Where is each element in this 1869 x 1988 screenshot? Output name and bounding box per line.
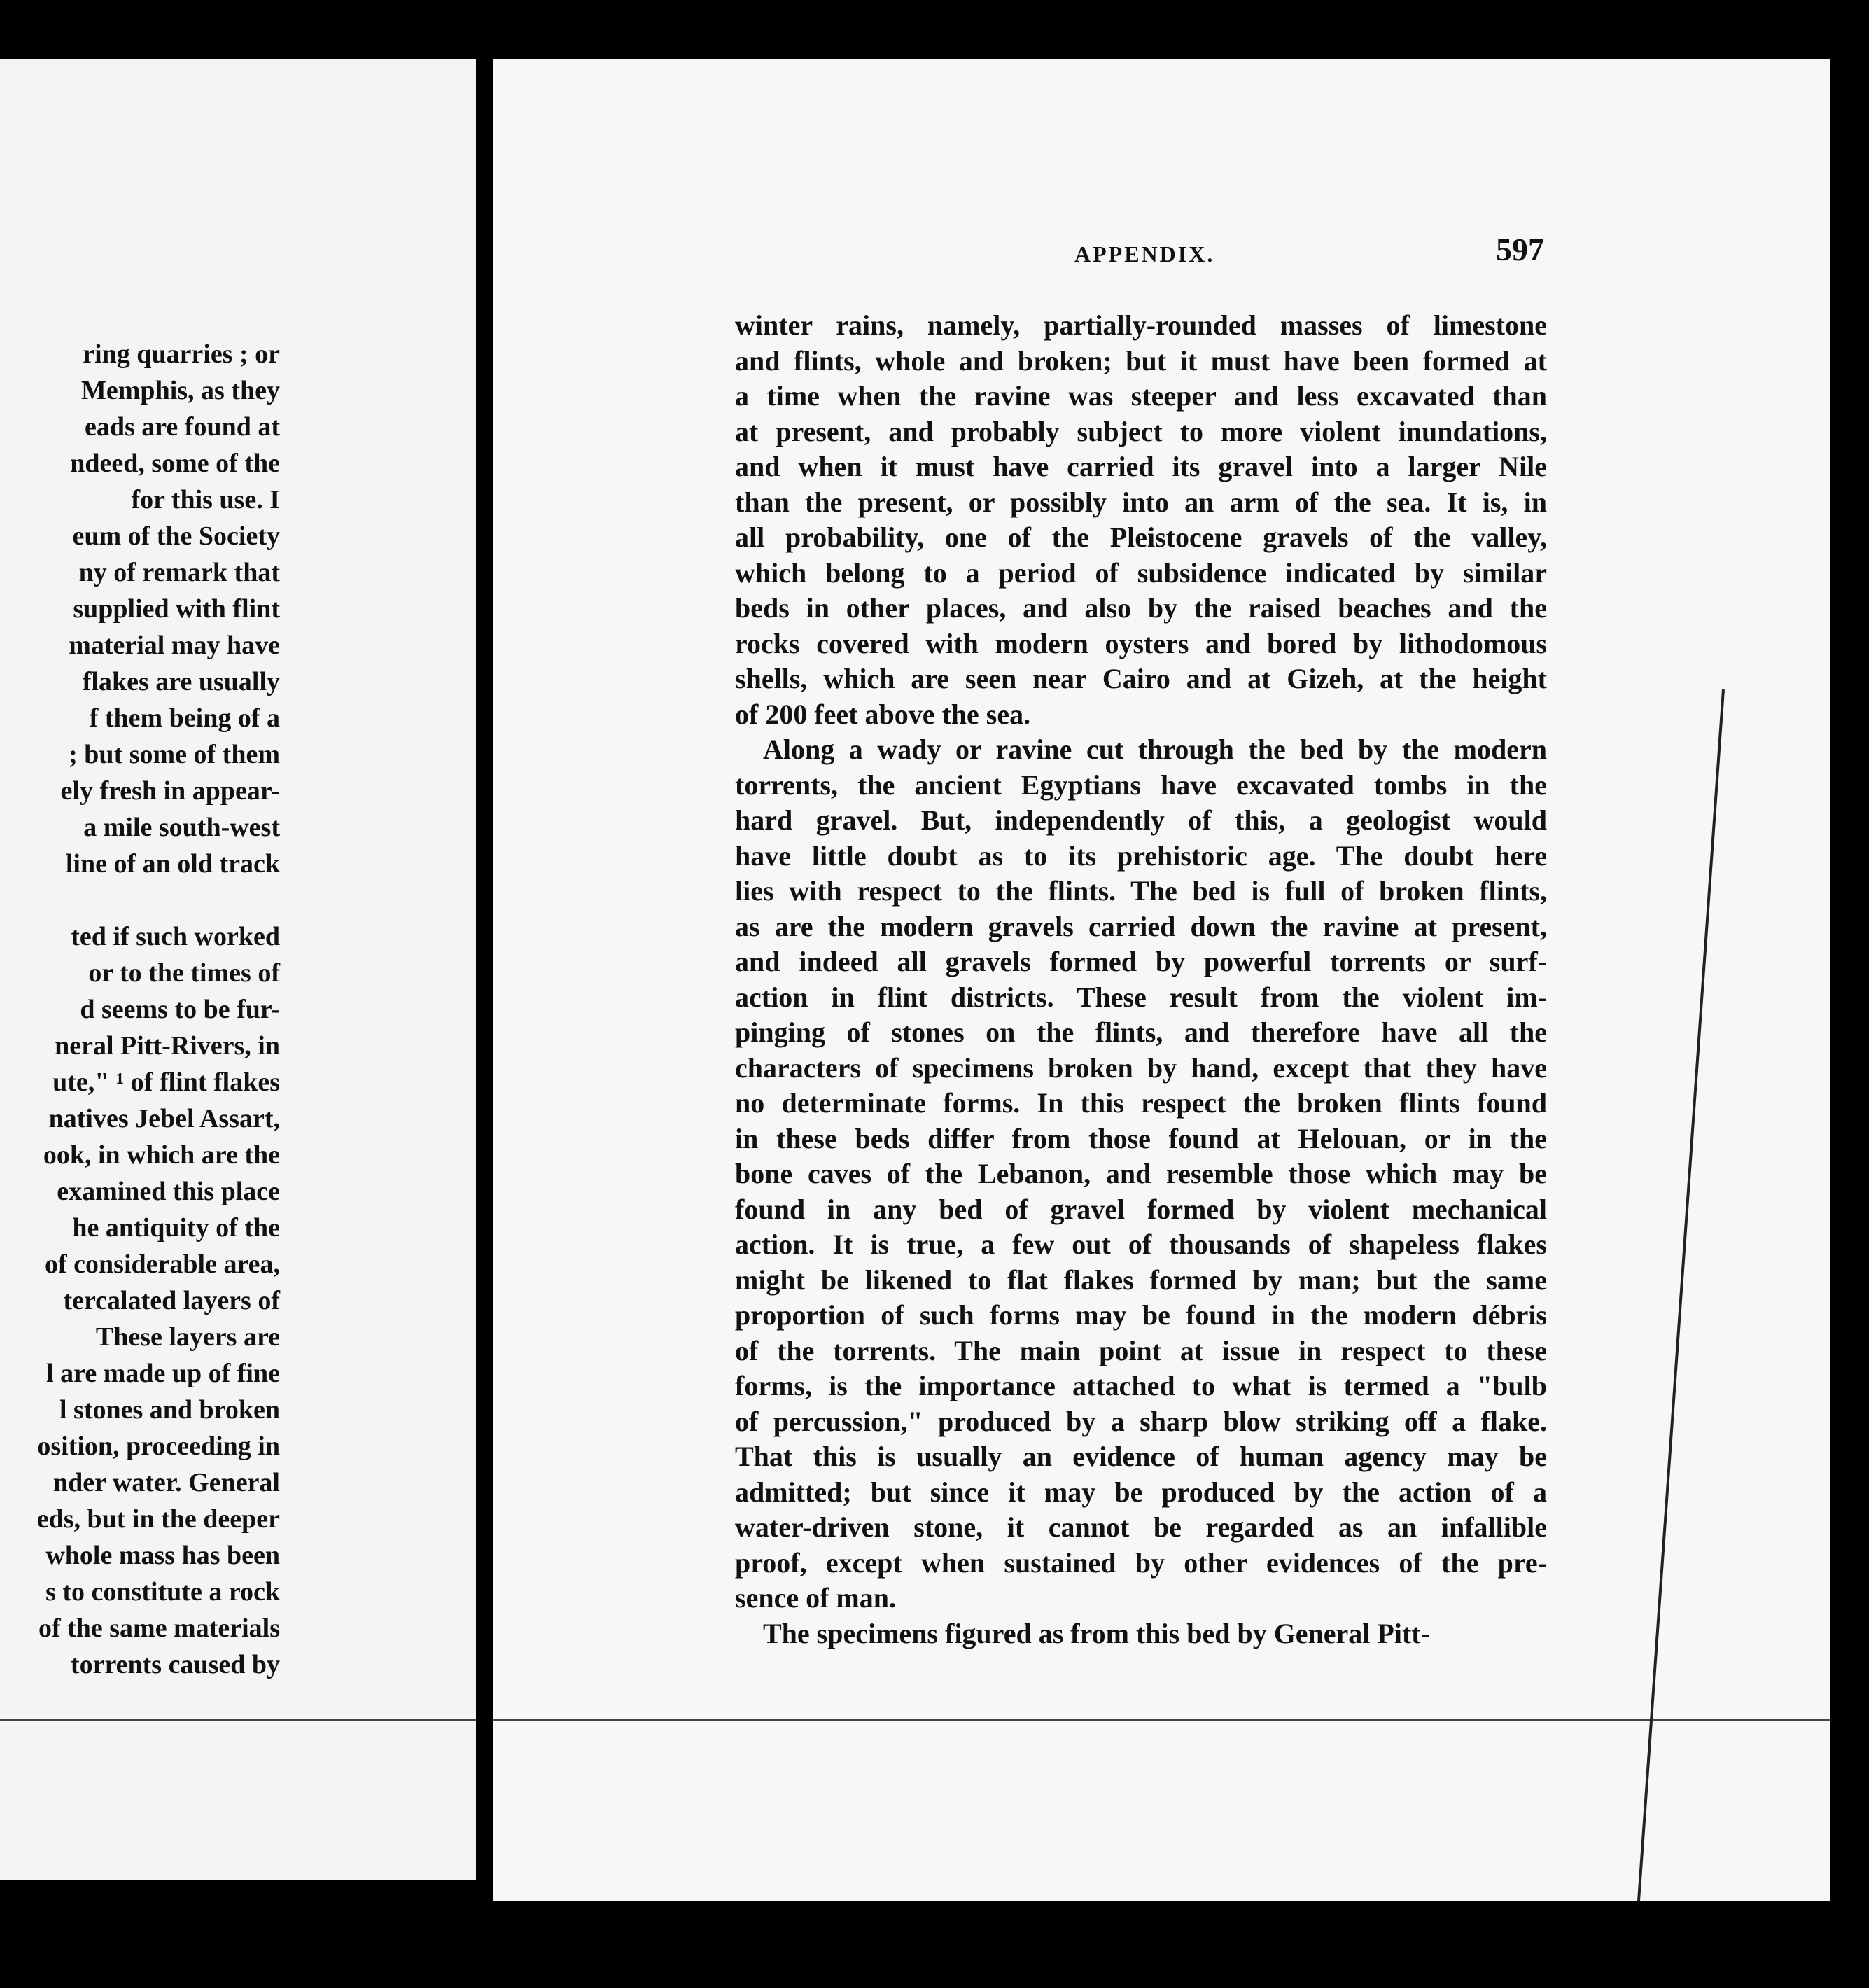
text-line: and when it must have carried its gravel into a larger Nile [735,451,1547,482]
text-line: The specimens figured as from this bed by General Pitt- [763,1617,1430,1649]
left-text-line: supplied with flint [73,594,280,624]
left-text-line: natives Jebel Assart, [48,1104,280,1133]
left-text-line: tercalated layers of [63,1286,280,1315]
left-text-line: nder water. General [52,1468,280,1497]
left-text-line: l stones and broken [59,1395,280,1424]
left-text-line: ring quarries ; or [83,340,280,369]
running-head: APPENDIX. [1074,241,1215,267]
left-text-line: These layers are [95,1322,280,1352]
left-text-line: a mile south-west [83,813,280,842]
left-text-line: eum of the Society [72,522,280,551]
text-line: proportion of such forms may be found in the modern débris [735,1299,1547,1331]
left-text-line: for this use. I [131,485,280,514]
left-text-line: s to constitute a rock [46,1577,280,1606]
left-text-line: d seems to be fur- [80,995,280,1024]
left-page-fragment [0,59,476,1879]
left-text-line: material may have [69,631,280,660]
left-text-line: eds, but in the deeper [36,1504,280,1534]
left-text-line: osition, proceeding in [37,1432,280,1461]
left-text-line: ndeed, some of the [70,449,280,478]
left-text-line: line of an old track [65,849,280,878]
text-line: proof, except when sustained by other evidences of the pre- [735,1546,1547,1578]
left-text-line: f them being of a [89,704,280,733]
text-line: and indeed all gravels formed by powerful torrents or surf- [735,946,1547,977]
left-text-line: flakes are usually [82,667,280,696]
left-page-bottom-rule [0,1718,476,1721]
text-line: of percussion," produced by a sharp blow striking off a flake. [735,1405,1547,1437]
text-line: all probability, one of the Pleistocene gravels of the valley, [735,522,1547,553]
left-text-line: l are made up of fine [46,1359,280,1388]
bottom-rule [493,1718,1830,1721]
text-line: rocks covered with modern oysters and bored by lithodomous [735,627,1547,659]
text-line: sence of man. [735,1582,896,1614]
text-line: beds in other places, and also by the raised beaches and the [735,592,1547,624]
text-line: admitted; but since it may be produced by the action of a [735,1476,1547,1508]
text-line: as are the modern gravels carried down the ravine at present, [735,910,1547,942]
text-line: Along a wady or ravine cut through the bed by the modern [763,734,1547,765]
text-line: of 200 feet above the sea. [735,698,1031,730]
text-line: water-driven stone, it cannot be regarded as an infallible [735,1511,1547,1543]
text-line: characters of specimens broken by hand, except that they have [735,1051,1547,1084]
left-text-line: ook, in which are the [43,1140,280,1170]
text-line: at present, and probably subject to more violent inundations, [735,415,1547,447]
text-line: no determinate forms. In this respect the broken flints found [735,1087,1547,1119]
left-text-line: ute," ¹ of flint flakes [52,1068,280,1097]
text-line: than the present, or possibly into an arm of the sea. It is, in [735,486,1547,518]
text-line: hard gravel. But, independently of this, a geologist would [735,804,1547,836]
body-text [735,308,1547,1651]
text-line: found in any bed of gravel formed by violent mechanical [735,1193,1547,1225]
text-line: bone caves of the Lebanon, and resemble those which may be [735,1158,1547,1189]
text-line: have little doubt as to its prehistoric age. The doubt here [735,839,1547,872]
left-text-line: of considerable area, [45,1250,280,1279]
text-line: and flints, whole and broken; but it must have been formed at [735,344,1547,377]
text-line: winter rains, namely, partially-rounded masses of limestone [735,309,1547,341]
text-line: action in flint districts. These result from the violent im- [735,981,1547,1013]
text-line: a time when the ravine was steeper and less excavated than [735,380,1547,412]
left-text-line: ted if such worked [71,922,280,951]
text-line: torrents, the ancient Egyptians have excavated tombs in the [735,769,1547,801]
text-line: in these beds differ from those found at Helouan, or in the [735,1122,1547,1154]
left-text-line: eads are found at [84,412,280,442]
left-text-line: whole mass has been [46,1541,280,1570]
text-line: action. It is true, a few out of thousands of shapeless flakes [735,1228,1547,1260]
page-number: 597 [1496,232,1544,267]
left-text-line: he antiquity of the [72,1213,280,1242]
left-text-line: Memphis, as they [81,376,280,405]
text-line: pinging of stones on the flints, and therefore have all the [735,1016,1547,1048]
text-line: of the torrents. The main point at issue in respect to these [735,1334,1547,1366]
left-text-line: torrents caused by [70,1650,280,1679]
left-text-line: examined this place [57,1177,280,1206]
text-line: might be likened to flat flakes formed by man; but the same [735,1264,1547,1296]
text-line: which belong to a period of subsidence indicated by similar [735,556,1547,589]
text-line: That this is usually an evidence of human agency may be [735,1441,1547,1472]
left-text-line: of the same materials [38,1614,280,1643]
right-page [493,59,1830,1900]
left-text-line: or to the times of [88,958,280,988]
left-text-line: neral Pitt-Rivers, in [55,1031,280,1060]
left-text-line: ny of remark that [78,558,280,587]
left-text-line: ; but some of them [69,740,280,769]
text-line: lies with respect to the flints. The bed is full of broken flints, [735,875,1547,906]
text-line: forms, is the importance attached to what is termed a "bulb [735,1370,1547,1401]
text-line: shells, which are seen near Cairo and at Gizeh, at the height [735,663,1547,694]
left-text-line: ely fresh in appear- [60,776,280,806]
